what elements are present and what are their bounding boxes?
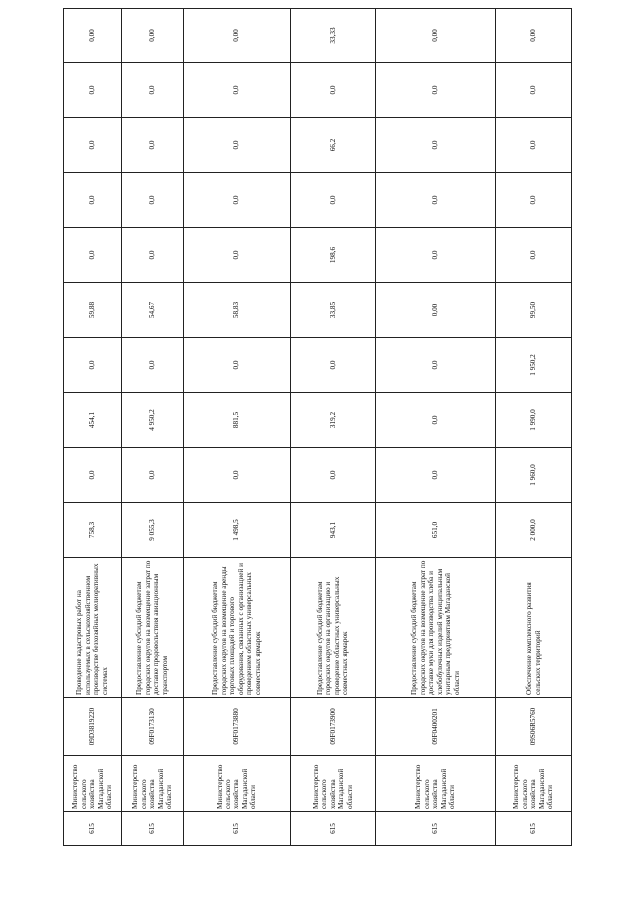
value-cell: 0,0 — [121, 338, 183, 393]
budget-code-cell: 09D3819220 — [64, 698, 122, 756]
row-index: 615 — [290, 812, 376, 846]
value-cell: 2 000,0 — [496, 503, 572, 558]
value-cell: 0,0 — [121, 448, 183, 503]
description-cell: Обеспечение комплексного развития сельских территорий — [496, 558, 572, 698]
value-cell: 0,00 — [64, 9, 122, 63]
value-cell: 1 498,5 — [183, 503, 290, 558]
value-cell: 0,0 — [183, 448, 290, 503]
value-cell: 0,0 — [121, 228, 183, 283]
value-cell: 0,0 — [121, 118, 183, 173]
value-cell: 881,5 — [183, 393, 290, 448]
value-cell: 0,0 — [64, 118, 122, 173]
value-cell: 0,0 — [183, 228, 290, 283]
value-cell: 0,0 — [290, 338, 376, 393]
description-cell: Проведение кадастровых работ на используемых в сельскохозяйственном производстве безхозяйных мелиоративных системах — [64, 558, 122, 698]
value-cell: 0,0 — [64, 173, 122, 228]
ministry-cell: Министерство сельского хозяйства Магаданской области — [496, 756, 572, 812]
value-cell: 319,2 — [290, 393, 376, 448]
table-row — [290, 9, 376, 846]
budget-code-cell: 09F0173130 — [121, 698, 183, 756]
value-cell: 0,0 — [183, 338, 290, 393]
value-cell: 33,33 — [290, 9, 376, 63]
budget-code-cell: 09F0173900 — [290, 698, 376, 756]
row-index: 615 — [121, 812, 183, 846]
value-cell: 33,85 — [290, 283, 376, 338]
budget-code-cell: 09F0173880 — [183, 698, 290, 756]
value-cell: 0,0 — [121, 63, 183, 118]
value-cell: 0,00 — [183, 9, 290, 63]
row-index: 615 — [64, 812, 122, 846]
value-cell: 0,0 — [290, 448, 376, 503]
value-cell: 943,1 — [290, 503, 376, 558]
value-cell: 0,00 — [121, 9, 183, 63]
budget-code-cell: 09F0400201 — [376, 698, 496, 756]
value-cell: 0,0 — [496, 118, 572, 173]
description-cell: Предоставление субсидий бюджетам городских округов на возмещение аренды торговых площадей и торгового оборудования, связанных с организацией и проведением областных универсальных совместных ярмарок — [183, 558, 290, 698]
value-cell: 651,0 — [376, 503, 496, 558]
value-cell: 0,0 — [376, 228, 496, 283]
table-row — [376, 9, 496, 846]
value-cell: 0,0 — [64, 338, 122, 393]
value-cell: 1 960,0 — [496, 448, 572, 503]
ministry-cell: Министерство сельского хозяйства Магаданской области — [64, 756, 122, 812]
ministry-cell: Министерство сельского хозяйства Магаданской области — [290, 756, 376, 812]
table-row — [183, 9, 290, 846]
value-cell: 0,00 — [376, 283, 496, 338]
value-cell: 0,00 — [376, 9, 496, 63]
value-cell: 59,88 — [64, 283, 122, 338]
value-cell: 0,0 — [64, 228, 122, 283]
value-cell: 198,6 — [290, 228, 376, 283]
value-cell: 66,2 — [290, 118, 376, 173]
row-index: 615 — [496, 812, 572, 846]
value-cell: 0,0 — [376, 393, 496, 448]
ministry-cell: Министерство сельского хозяйства Магаданской области — [121, 756, 183, 812]
description-cell: Предоставление субсидий бюджетам городских округов на организацию и проведение областных универсальных совместных ярмарок — [290, 558, 376, 698]
ministry-cell: Министерство сельского хозяйства Магаданской области — [183, 756, 290, 812]
value-cell: 0,0 — [376, 448, 496, 503]
budget-table — [63, 8, 572, 846]
value-cell: 58,83 — [183, 283, 290, 338]
value-cell: 0,0 — [64, 448, 122, 503]
value-cell: 0,0 — [376, 338, 496, 393]
value-cell: 1 990,0 — [496, 393, 572, 448]
value-cell: 0,0 — [290, 173, 376, 228]
value-cell: 0,00 — [496, 9, 572, 63]
value-cell: 99,50 — [496, 283, 572, 338]
value-cell: 9 055,3 — [121, 503, 183, 558]
value-cell: 1 950,2 — [496, 338, 572, 393]
table-row — [121, 9, 183, 846]
value-cell: 0,0 — [496, 63, 572, 118]
table-row — [496, 9, 572, 846]
row-index: 615 — [376, 812, 496, 846]
value-cell: 54,67 — [121, 283, 183, 338]
value-cell: 0,0 — [64, 63, 122, 118]
value-cell: 0,0 — [183, 118, 290, 173]
table-body — [64, 9, 572, 846]
value-cell: 0,0 — [290, 63, 376, 118]
value-cell: 0,0 — [376, 173, 496, 228]
table-row — [64, 9, 122, 846]
rotated-table-container — [63, 27, 572, 846]
description-cell: Предоставление субсидий бюджетам городских округов на возмещение затрат по доставке муки для производства хлеба и хлебобулочных изделий муниципальным унитарным предприятиям Магаданской области — [376, 558, 496, 698]
value-cell: 0,0 — [376, 118, 496, 173]
value-cell: 758,3 — [64, 503, 122, 558]
value-cell: 0,0 — [376, 63, 496, 118]
value-cell: 0,0 — [121, 173, 183, 228]
description-cell: Предоставление субсидий бюджетам городских округов на возмещение затрат по доставке продовольствия авиационным транспортом — [121, 558, 183, 698]
row-index: 615 — [183, 812, 290, 846]
budget-code-cell: 09S06R5760 — [496, 698, 572, 756]
value-cell: 0,0 — [183, 173, 290, 228]
value-cell: 0,0 — [496, 173, 572, 228]
value-cell: 4 950,2 — [121, 393, 183, 448]
ministry-cell: Министерство сельского хозяйства Магаданской области — [376, 756, 496, 812]
value-cell: 0,0 — [183, 63, 290, 118]
value-cell: 454,1 — [64, 393, 122, 448]
value-cell: 0,0 — [496, 228, 572, 283]
